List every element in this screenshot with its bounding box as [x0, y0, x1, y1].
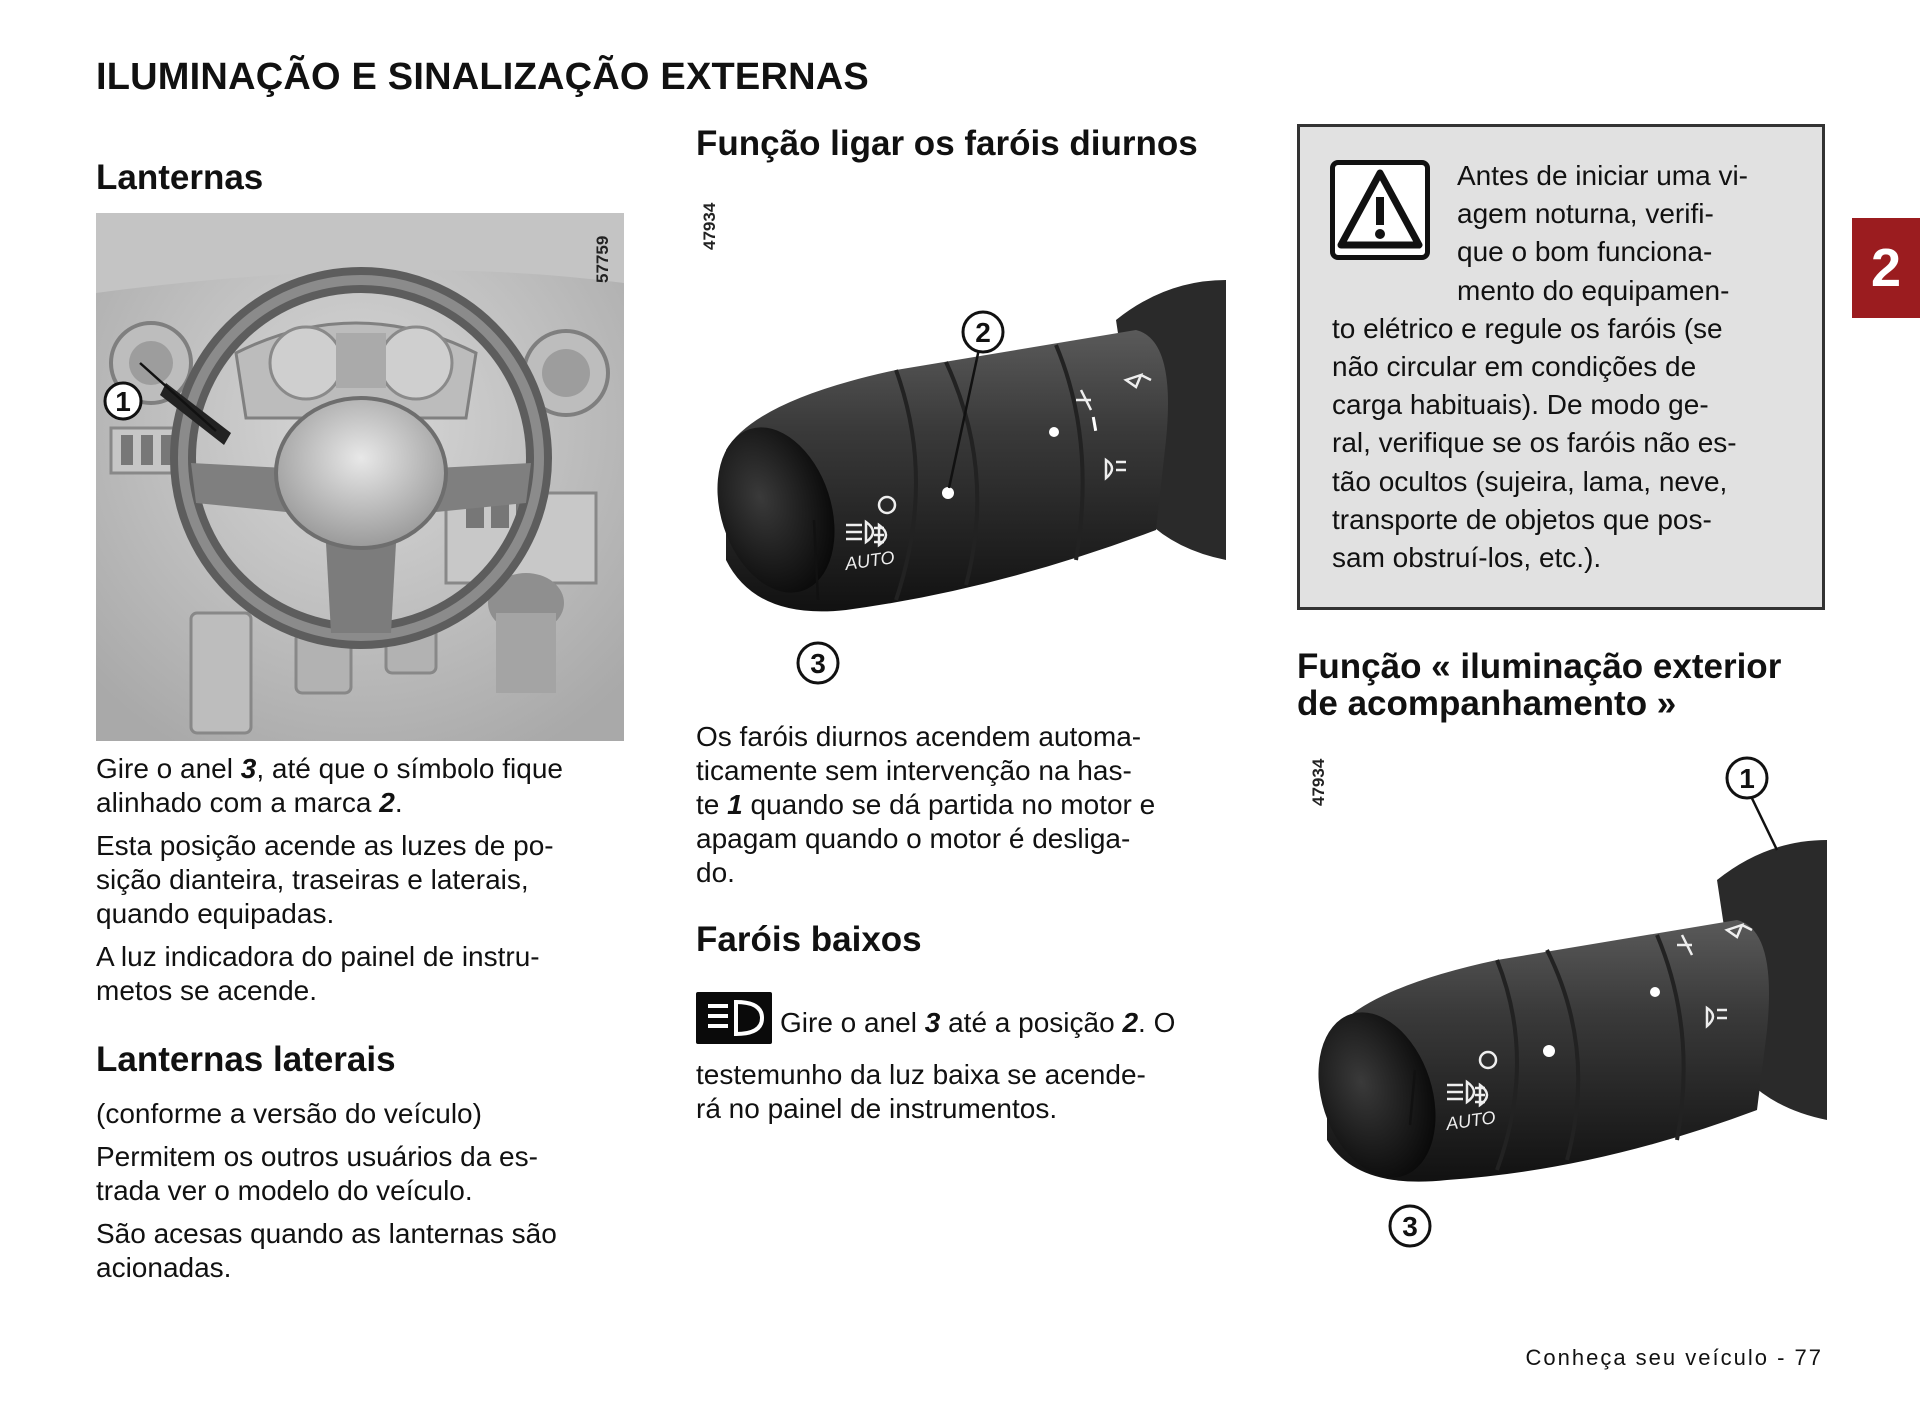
dashboard-figure — [96, 213, 624, 741]
chapter-tab[interactable]: 2 — [1852, 218, 1920, 318]
paragraph-farois-baixos: Gire o anel 3 até a posição 2. O testemunho da luz baixa se acende- rá no painel de instrumentos. — [696, 1006, 1236, 1126]
callout-1: 1 — [1739, 763, 1755, 794]
page-title: ILUMINAÇÃO E SINALIZAÇÃO EXTERNAS — [96, 56, 869, 98]
heading-lanternas: Lanternas — [96, 158, 264, 197]
paragraph-gire-anel: Gire o anel 3, até que o símbolo fique alinhado com a marca 2. — [96, 753, 563, 818]
callout-2: 2 — [975, 317, 991, 348]
paragraph-permitem: Permitem os outros usuários da es- trada ver o modelo do veículo. — [96, 1141, 538, 1206]
callout-3: 3 — [1402, 1211, 1418, 1242]
light-stalk-illustration — [696, 180, 1226, 700]
callout-3: 3 — [810, 648, 826, 679]
stalk-auto-label-2: AUTO — [1444, 1107, 1497, 1134]
stalk-figure-diurnos — [696, 180, 1226, 700]
paragraph-acesas: São acesas quando as lanternas são acionadas. — [96, 1218, 557, 1283]
paragraph-luz-indicadora: A luz indicadora do painel de instru- metos se acende. — [96, 941, 540, 1006]
paragraph-posicao: Esta posição acende as luzes de po- sição dianteira, traseiras e laterais, quando equipadas. — [96, 830, 554, 929]
figure-code: 47934 — [1309, 758, 1328, 806]
heading-farois-baixos: Faróis baixos — [696, 920, 922, 959]
dashboard-illustration — [96, 213, 624, 741]
light-stalk-illustration-2 — [1297, 740, 1827, 1260]
heading-farois-diurnos: Função ligar os faróis diurnos — [696, 124, 1198, 163]
paragraph-conforme-versao: (conforme a versão do veículo) — [96, 1098, 482, 1129]
page-footer: Conheça seu veículo - 77 — [1525, 1345, 1823, 1370]
warning-box — [1297, 124, 1825, 610]
stalk-figure-acompanhamento — [1297, 740, 1827, 1260]
figure-code: 47934 — [700, 202, 719, 250]
warning-text: Antes de iniciar uma vi- agem noturna, verifi- que o bom funciona- mento do equipamen- to elétrico e regule os faróis (se não circular em condições de carga habituais). De modo ge- ral, verifique se os faróis não es- tão ocultos (sujeira, lama, neve, transporte de objetos que pos- sam obstruí-los, etc.). — [1332, 160, 1749, 574]
heading-iluminacao-acompanhamento: Função « iluminação exterior de acompanhamento » — [1297, 647, 1782, 723]
stalk-auto-label: AUTO — [843, 547, 896, 574]
callout-1: 1 — [115, 386, 131, 417]
paragraph-farois-diurnos: Os faróis diurnos acendem automa- ticamente sem intervenção na has- te 1 quando se dá partida no motor e apagam quando o motor é desliga- do. — [696, 721, 1156, 888]
figure-code: 57759 — [593, 235, 612, 283]
low-beam-headlight-icon — [696, 992, 772, 1044]
heading-lanternas-laterais: Lanternas laterais — [96, 1040, 396, 1079]
